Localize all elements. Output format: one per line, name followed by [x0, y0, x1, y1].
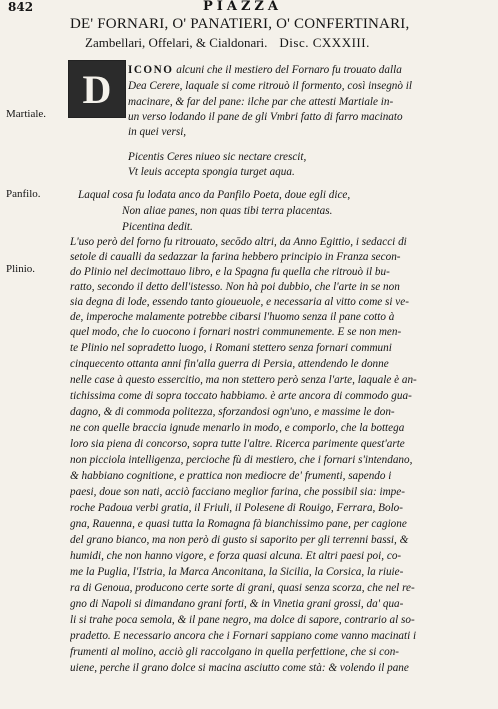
- text-line: paesi, doue son nati, acciò facciano meglior farina, che possibil sia: impe-: [70, 486, 405, 498]
- text-line: roche Padoua verbi gratia, il Friuli, il Polesene di Rouigo, Ferrara, Bolo-: [70, 502, 403, 514]
- text-line: L'uso però del forno fu ritrouato, secōdo altri, da Anno Egittio, i sedacci di: [70, 236, 407, 248]
- text-line: gno di Napoli si dimandano grani forti, & in Vinetia grani grossi, da' qua-: [70, 598, 404, 610]
- text-line: Dea Cerere, laquale si come ritrouò il formento, così insegnò il: [128, 80, 413, 92]
- margin-note-plinio: Plinio.: [6, 263, 36, 275]
- text-line: loro sia piena di concorso, sopra tutte l'altre. Ricerca parimente quest'arte: [70, 438, 405, 450]
- decorated-initial: D: [68, 60, 126, 118]
- text-line: me la Puglia, l'Istria, la Marca Anconitana, la Sicilia, la Corsica, la riuie-: [70, 566, 404, 578]
- text-line: te Plinio nel sopradetto luogo, i Romani stettero senza fornari communi: [70, 342, 392, 354]
- text-line: Laqual cosa fu lodata anco da Panfilo Poeta, doue egli dice,: [78, 189, 351, 201]
- text-line: sia degna di lode, essendo tanto gioueuole, e necessaria al vitto come si ve-: [70, 296, 409, 308]
- chapter-subtitle-trades: Zambellari, Offelari, & Cialdonari.: [85, 35, 268, 50]
- text-line: un verso lodando il pane de gli Vmbri fatto di farro macinato: [128, 111, 403, 123]
- text-line: do Plinio nel decimottauo libro, e la Spagna fu quella che ritrouò il bu-: [70, 266, 390, 278]
- verse-line: Picentis Ceres niueo sic nectare crescit,: [128, 151, 307, 163]
- running-title: PIAZZA: [203, 0, 283, 14]
- verse-line: Non aliae panes, non quas tibi terra placentas.: [122, 205, 333, 217]
- text-line: non picciola intelligenza, percioche fù di mestiero, che i fornari s'intendano,: [70, 454, 413, 466]
- verse-line: Picentina dedit.: [122, 221, 193, 233]
- chapter-title: DE' FORNARI, O' PANATIERI, O' CONFERTINARI,: [70, 16, 410, 32]
- text-line: ne con quelle braccia ignude menarlo in modo, e comporlo, che la bottega: [70, 422, 405, 434]
- text-line: gna, Rauenna, e quasi tutta la Romagna fà bianchissimo pane, per cagione: [70, 518, 407, 530]
- page-number: 842: [8, 0, 34, 14]
- text-line: ra di Genoua, producono certe sorte di grani, quasi senza scorza, che nel re-: [70, 582, 415, 594]
- text-line: setole di caualli da sedazzar la farina hebbero principio in Franza secon-: [70, 251, 401, 263]
- opening-line-text: alcuni che il mestiero del Fornaro fu trouato dalla: [173, 64, 402, 76]
- text-line: li si trahe poca semola, & il pane negro, ma dolce di sapore, contrario al so-: [70, 614, 415, 626]
- text-line: de, imperoche malamente potrebbe cibarsi l'huomo senza il pane cotto à: [70, 311, 395, 323]
- chapter-subtitle: [85, 35, 485, 51]
- text-line: uiene, perche il grano dolce si macina asciutto come stà: & volendo il pane: [70, 662, 409, 674]
- text-line: in quei versi,: [128, 126, 187, 138]
- margin-note-martiale: Martiale.: [6, 108, 47, 120]
- text-line: dagno, & di commoda politezza, sforzandosi ogn'uno, e massime le don-: [70, 406, 395, 418]
- text-line: humidi, che non hanno vigore, e forza quasi alcuna. Et altri paesi poi, co-: [70, 550, 402, 562]
- opening-word: ICONO: [128, 64, 174, 76]
- margin-note-panfilo: Panfilo.: [6, 188, 41, 200]
- text-line: nelle case à questo essercitio, ma non stettero però senza l'arte, laquale è an-: [70, 374, 417, 386]
- text-line: macinare, & far del pane: ilche par che attesti Martiale in-: [128, 96, 394, 108]
- text-line: & habbiano cognitione, e prattica non mediocre de' frumenti, sapendo i: [70, 470, 392, 482]
- text-line: frumenti al molino, acciò gli raccolgano in quella perfettione, che si con-: [70, 646, 400, 658]
- text-line: ratto, secondo il detto dell'istesso. Non hà poi dubbio, che l'arte in se non: [70, 281, 400, 293]
- verse-line: Vt leuis accepta spongia turget aqua.: [128, 166, 295, 178]
- text-line: cinquecento ottanta anni fin'alla guerra di Persia, attendendo le donne: [70, 358, 389, 370]
- text-line: del grano bianco, ma non però di gusto si saporito per gli terrenni bassi, &: [70, 534, 409, 546]
- text-line: pradetto. E necessario ancora che i Fornari sappiano come vanno macinati i: [70, 630, 417, 642]
- text-line: tichissima come di sopra toccato habbiamo. è arte ancora di commodo gua-: [70, 390, 412, 402]
- text-line: [128, 63, 490, 77]
- text-line: quel modo, che lo cuocono i fornari nostri communemente. E se non men-: [70, 326, 402, 338]
- discourse-number: Disc. CXXXIII.: [279, 35, 370, 50]
